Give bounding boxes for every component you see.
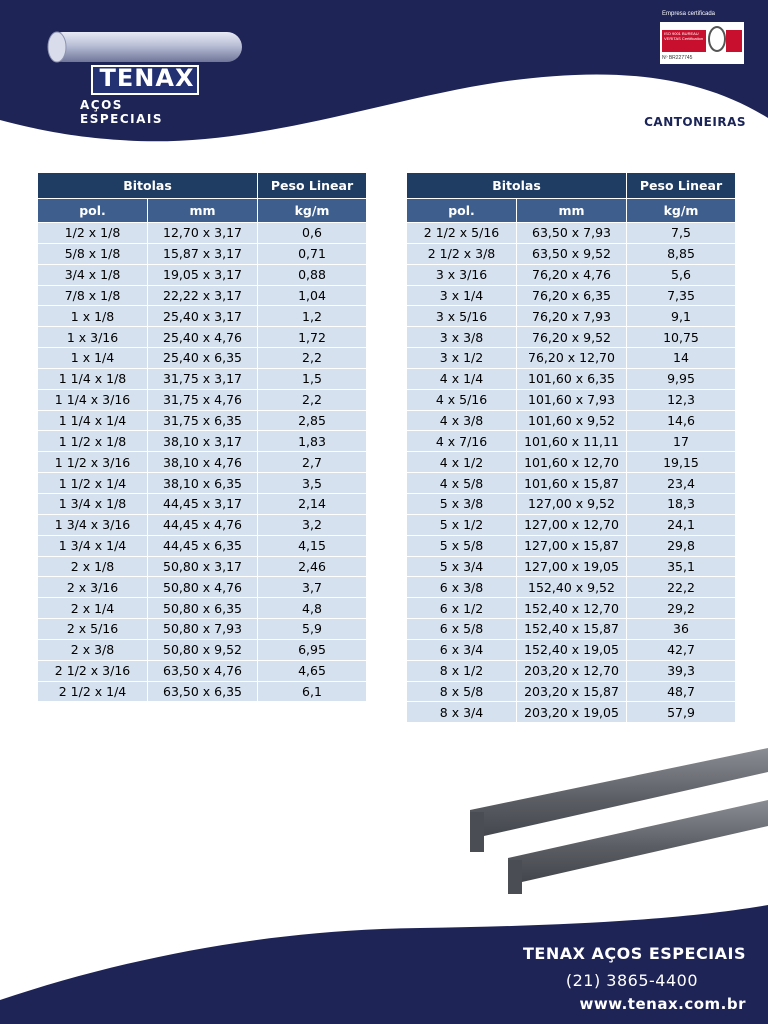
- cell-pol: 2 x 5/16: [38, 619, 147, 639]
- cell-pol: 1 1/4 x 3/16: [38, 390, 147, 410]
- cell-kgm: 5,6: [627, 265, 735, 285]
- cell-kgm: 1,72: [258, 327, 366, 347]
- cell-kgm: 18,3: [627, 494, 735, 514]
- cell-kgm: 0,88: [258, 265, 366, 285]
- cell-mm: 50,80 x 9,52: [148, 640, 257, 660]
- cell-pol: 4 x 5/16: [407, 390, 516, 410]
- cell-kgm: 2,46: [258, 557, 366, 577]
- table-row: [38, 244, 366, 264]
- cell-mm: 38,10 x 6,35: [148, 473, 257, 493]
- cell-pol: 2 1/2 x 3/8: [407, 244, 516, 264]
- footer-company-name: TENAX AÇOS ESPECIAIS: [522, 944, 746, 963]
- cell-kgm: 6,1: [258, 682, 366, 702]
- cell-kgm: 8,85: [627, 244, 735, 264]
- cell-pol: 6 x 5/8: [407, 619, 516, 639]
- table-row: [38, 369, 366, 389]
- cell-kgm: 36: [627, 619, 735, 639]
- cell-pol: 1 1/2 x 1/4: [38, 473, 147, 493]
- table-row: [407, 557, 735, 577]
- table-row: [38, 431, 366, 451]
- cell-mm: 63,50 x 6,35: [148, 682, 257, 702]
- cell-pol: 3 x 3/8: [407, 327, 516, 347]
- cell-kgm: 42,7: [627, 640, 735, 660]
- table-row: [38, 515, 366, 535]
- table-row: [38, 348, 366, 368]
- table-row: [407, 702, 735, 722]
- cell-mm: 31,75 x 6,35: [148, 411, 257, 431]
- table-row: [38, 661, 366, 681]
- cell-pol: 1 3/4 x 1/4: [38, 536, 147, 556]
- cell-pol: 2 x 1/8: [38, 557, 147, 577]
- cell-pol: 1/2 x 1/8: [38, 223, 147, 243]
- column-header-pol: pol.: [38, 199, 147, 222]
- group-header-bitolas: Bitolas: [38, 173, 257, 198]
- table-row: [38, 577, 366, 597]
- table-row: [407, 661, 735, 681]
- cell-pol: 1 1/2 x 3/16: [38, 452, 147, 472]
- cell-mm: 101,60 x 15,87: [517, 473, 626, 493]
- cell-mm: 44,45 x 4,76: [148, 515, 257, 535]
- cell-mm: 44,45 x 6,35: [148, 536, 257, 556]
- cell-kgm: 3,7: [258, 577, 366, 597]
- cell-pol: 1 x 1/8: [38, 306, 147, 326]
- cell-pol: 3 x 1/4: [407, 286, 516, 306]
- cell-kgm: 14,6: [627, 411, 735, 431]
- cell-pol: 3 x 3/16: [407, 265, 516, 285]
- cell-mm: 127,00 x 19,05: [517, 557, 626, 577]
- cell-pol: 8 x 1/2: [407, 661, 516, 681]
- cell-mm: 38,10 x 4,76: [148, 452, 257, 472]
- column-header-mm: mm: [517, 199, 626, 222]
- cell-kgm: 2,85: [258, 411, 366, 431]
- cell-pol: 6 x 3/8: [407, 577, 516, 597]
- cell-kgm: 6,95: [258, 640, 366, 660]
- table-row: [407, 515, 735, 535]
- cell-pol: 1 3/4 x 3/16: [38, 515, 147, 535]
- cell-kgm: 35,1: [627, 557, 735, 577]
- cell-mm: 203,20 x 19,05: [517, 702, 626, 722]
- table-row: [407, 223, 735, 243]
- cell-mm: 63,50 x 9,52: [517, 244, 626, 264]
- logo-wordmark: TENAX: [99, 64, 195, 92]
- cell-kgm: 4,8: [258, 598, 366, 618]
- table-row: [38, 411, 366, 431]
- cell-kgm: 39,3: [627, 661, 735, 681]
- steel-angle-bars: [470, 748, 768, 894]
- cell-kgm: 5,9: [258, 619, 366, 639]
- table-row: [407, 473, 735, 493]
- column-header-pol: pol.: [407, 199, 516, 222]
- cell-kgm: 4,15: [258, 536, 366, 556]
- table-row: [38, 682, 366, 702]
- cell-mm: 152,40 x 12,70: [517, 598, 626, 618]
- column-header-kgm: kg/m: [258, 199, 366, 222]
- cell-kgm: 23,4: [627, 473, 735, 493]
- cell-pol: 2 1/2 x 3/16: [38, 661, 147, 681]
- certification-label: Empresa certificada: [662, 11, 716, 17]
- cell-pol: 1 x 1/4: [38, 348, 147, 368]
- cell-mm: 127,00 x 15,87: [517, 536, 626, 556]
- cell-mm: 76,20 x 6,35: [517, 286, 626, 306]
- cell-pol: 7/8 x 1/8: [38, 286, 147, 306]
- certification-number: Nº BR227745: [662, 55, 693, 61]
- table-row: [407, 306, 735, 326]
- logo-steel-bar: [48, 32, 242, 62]
- cell-mm: 76,20 x 9,52: [517, 327, 626, 347]
- cell-kgm: 2,7: [258, 452, 366, 472]
- cell-kgm: 9,1: [627, 306, 735, 326]
- table-row: [38, 306, 366, 326]
- cell-kgm: 9,95: [627, 369, 735, 389]
- table-row: [38, 473, 366, 493]
- table-row: [407, 327, 735, 347]
- cell-pol: 2 1/2 x 1/4: [38, 682, 147, 702]
- column-header-kgm: kg/m: [627, 199, 735, 222]
- table-row: [38, 452, 366, 472]
- cell-mm: 101,60 x 9,52: [517, 411, 626, 431]
- cell-mm: 50,80 x 4,76: [148, 577, 257, 597]
- footer-website-link[interactable]: www.tenax.com.br: [579, 995, 746, 1013]
- cell-pol: 5 x 1/2: [407, 515, 516, 535]
- cell-mm: 76,20 x 12,70: [517, 348, 626, 368]
- cell-pol: 8 x 5/8: [407, 682, 516, 702]
- cell-pol: 3 x 5/16: [407, 306, 516, 326]
- cell-kgm: 19,15: [627, 452, 735, 472]
- cell-pol: 2 x 3/16: [38, 577, 147, 597]
- cell-pol: 4 x 3/8: [407, 411, 516, 431]
- table-row: [407, 431, 735, 451]
- cell-mm: 12,70 x 3,17: [148, 223, 257, 243]
- table-row: [407, 682, 735, 702]
- cell-mm: 50,80 x 7,93: [148, 619, 257, 639]
- page-title: CANTONEIRAS: [644, 115, 746, 129]
- table-row: [38, 390, 366, 410]
- cell-mm: 25,40 x 3,17: [148, 306, 257, 326]
- cell-kgm: 1,04: [258, 286, 366, 306]
- cell-mm: 63,50 x 4,76: [148, 661, 257, 681]
- cell-kgm: 7,5: [627, 223, 735, 243]
- cell-pol: 5 x 3/8: [407, 494, 516, 514]
- cell-kgm: 0,6: [258, 223, 366, 243]
- cell-mm: 63,50 x 7,93: [517, 223, 626, 243]
- certification-badge: [660, 22, 744, 64]
- cantoneiras-table-right: [406, 172, 736, 723]
- table-row: [407, 286, 735, 306]
- cell-pol: 3/4 x 1/8: [38, 265, 147, 285]
- cell-kgm: 10,75: [627, 327, 735, 347]
- cell-pol: 1 x 3/16: [38, 327, 147, 347]
- cell-pol: 1 3/4 x 1/8: [38, 494, 147, 514]
- cell-kgm: 3,5: [258, 473, 366, 493]
- cell-pol: 2 x 3/8: [38, 640, 147, 660]
- cell-pol: 1 1/4 x 1/4: [38, 411, 147, 431]
- table-row: [407, 390, 735, 410]
- cell-mm: 76,20 x 4,76: [517, 265, 626, 285]
- cell-mm: 127,00 x 9,52: [517, 494, 626, 514]
- cell-kgm: 17: [627, 431, 735, 451]
- table-row: [407, 369, 735, 389]
- table-row: [407, 598, 735, 618]
- cell-kgm: 24,1: [627, 515, 735, 535]
- cell-mm: 101,60 x 12,70: [517, 452, 626, 472]
- cell-pol: 1 1/4 x 1/8: [38, 369, 147, 389]
- cell-kgm: 2,2: [258, 390, 366, 410]
- footer-phone: (21) 3865-4400: [565, 971, 698, 990]
- cell-kgm: 1,2: [258, 306, 366, 326]
- table-row: [38, 619, 366, 639]
- cell-kgm: 12,3: [627, 390, 735, 410]
- table-row: [38, 286, 366, 306]
- cell-pol: 4 x 7/16: [407, 431, 516, 451]
- cell-kgm: 29,2: [627, 598, 735, 618]
- table-row: [38, 327, 366, 347]
- table-row: [407, 452, 735, 472]
- cell-pol: 2 1/2 x 5/16: [407, 223, 516, 243]
- cell-mm: 101,60 x 11,11: [517, 431, 626, 451]
- cell-kgm: 0,71: [258, 244, 366, 264]
- group-header-bitolas: Bitolas: [407, 173, 626, 198]
- table-row: [407, 640, 735, 660]
- cell-pol: 4 x 5/8: [407, 473, 516, 493]
- table-row: [38, 640, 366, 660]
- cell-kgm: 14: [627, 348, 735, 368]
- cell-mm: 44,45 x 3,17: [148, 494, 257, 514]
- cell-mm: 101,60 x 7,93: [517, 390, 626, 410]
- table-row: [407, 536, 735, 556]
- cell-pol: 3 x 1/2: [407, 348, 516, 368]
- bureau-veritas-seal-icon: [708, 26, 726, 52]
- cell-mm: 152,40 x 19,05: [517, 640, 626, 660]
- cell-pol: 4 x 1/4: [407, 369, 516, 389]
- cell-pol: 1 1/2 x 1/8: [38, 431, 147, 451]
- table-row: [38, 557, 366, 577]
- cell-pol: 5 x 5/8: [407, 536, 516, 556]
- cell-pol: 5/8 x 1/8: [38, 244, 147, 264]
- certification-red-stripe: [726, 30, 742, 52]
- cell-kgm: 2,2: [258, 348, 366, 368]
- table-row: [407, 265, 735, 285]
- cell-kgm: 3,2: [258, 515, 366, 535]
- table-row: [407, 577, 735, 597]
- cell-mm: 101,60 x 6,35: [517, 369, 626, 389]
- cell-pol: 4 x 1/2: [407, 452, 516, 472]
- cell-kgm: 57,9: [627, 702, 735, 722]
- cell-mm: 38,10 x 3,17: [148, 431, 257, 451]
- cantoneiras-table-left: [37, 172, 367, 702]
- cell-mm: 31,75 x 4,76: [148, 390, 257, 410]
- cell-kgm: 22,2: [627, 577, 735, 597]
- table-row: [407, 348, 735, 368]
- cell-pol: 6 x 1/2: [407, 598, 516, 618]
- cell-mm: 19,05 x 3,17: [148, 265, 257, 285]
- cell-mm: 152,40 x 15,87: [517, 619, 626, 639]
- column-header-mm: mm: [148, 199, 257, 222]
- cell-mm: 25,40 x 4,76: [148, 327, 257, 347]
- cell-mm: 152,40 x 9,52: [517, 577, 626, 597]
- cell-kgm: 1,83: [258, 431, 366, 451]
- cell-pol: 2 x 1/4: [38, 598, 147, 618]
- table-row: [407, 411, 735, 431]
- group-header-peso-linear: Peso Linear: [627, 173, 735, 198]
- cell-pol: 6 x 3/4: [407, 640, 516, 660]
- cell-mm: 15,87 x 3,17: [148, 244, 257, 264]
- cell-mm: 25,40 x 6,35: [148, 348, 257, 368]
- cell-kgm: 2,14: [258, 494, 366, 514]
- cell-pol: 5 x 3/4: [407, 557, 516, 577]
- group-header-peso-linear: Peso Linear: [258, 173, 366, 198]
- table-row: [38, 494, 366, 514]
- cell-pol: 8 x 3/4: [407, 702, 516, 722]
- table-row: [407, 244, 735, 264]
- table-row: [38, 223, 366, 243]
- certification-badge-text: ISO 9001 BUREAU VERITAS Certification: [662, 30, 706, 52]
- table-row: [38, 265, 366, 285]
- cell-kgm: 4,65: [258, 661, 366, 681]
- cell-kgm: 7,35: [627, 286, 735, 306]
- table-row: [38, 598, 366, 618]
- cell-mm: 127,00 x 12,70: [517, 515, 626, 535]
- cell-mm: 203,20 x 15,87: [517, 682, 626, 702]
- cell-mm: 203,20 x 12,70: [517, 661, 626, 681]
- table-row: [407, 619, 735, 639]
- cell-mm: 31,75 x 3,17: [148, 369, 257, 389]
- cell-kgm: 48,7: [627, 682, 735, 702]
- table-row: [38, 536, 366, 556]
- cell-mm: 50,80 x 6,35: [148, 598, 257, 618]
- logo-subtitle: AÇOS ESPECIAIS: [80, 98, 163, 126]
- table-row: [407, 494, 735, 514]
- cell-kgm: 29,8: [627, 536, 735, 556]
- cell-kgm: 1,5: [258, 369, 366, 389]
- cell-mm: 76,20 x 7,93: [517, 306, 626, 326]
- cell-mm: 22,22 x 3,17: [148, 286, 257, 306]
- cell-mm: 50,80 x 3,17: [148, 557, 257, 577]
